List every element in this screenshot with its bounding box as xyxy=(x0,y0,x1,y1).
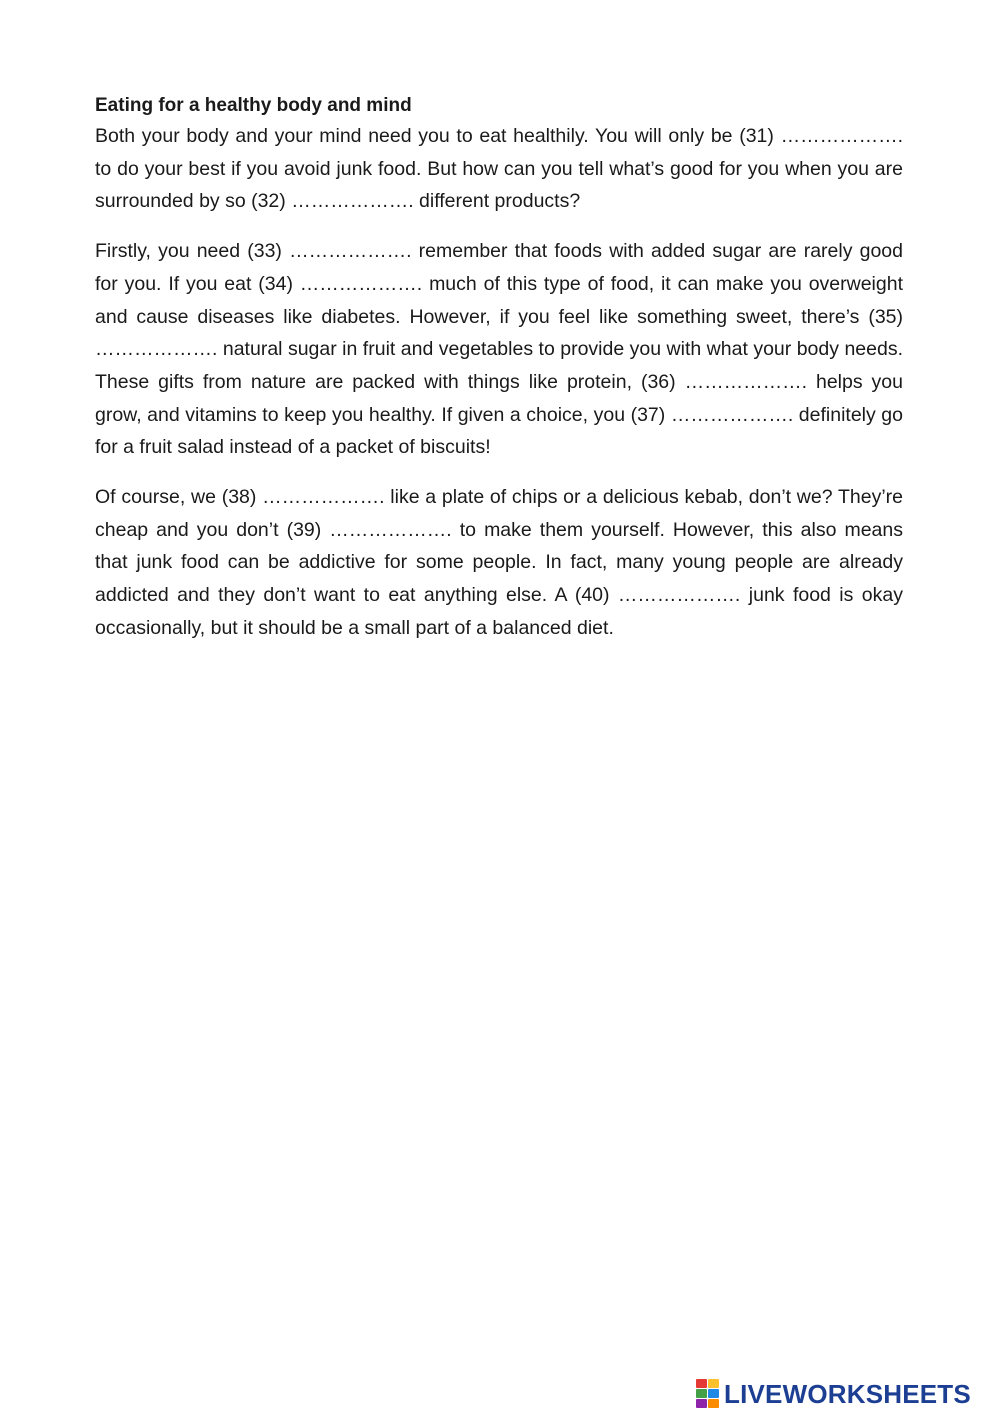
logo-wordmark: LIVEWORKSHEETS xyxy=(724,1379,971,1409)
paragraph-2: Firstly, you need (33) ………………. remember that foods with added sugar are rarely good for you. If you eat (34) ………………. much of this type of food, it can make you overweight and cause diseases like diabetes. However, if you feel like something sweet, there’s (35) ………………. natural sugar in fruit and vegetables to provide you with what your body needs. These gifts from nature are packed with things like protein, (36) ………………. helps you grow, and vitamins to keep you healthy. If given a choice, you (37) ………………. definitely go for a fruit salad instead of a packet of biscuits! xyxy=(95,240,903,459)
liveworksheets-logo xyxy=(696,1377,971,1411)
article xyxy=(95,92,903,645)
logo-block xyxy=(708,1399,719,1408)
paragraph-1: Both your body and your mind need you to eat healthily. You will only be (31) ………………. to do your best if you avoid junk food. But how can you tell what’s good for you when you are surrounded by so (32) ………………. different products? xyxy=(95,125,903,213)
logo-block xyxy=(708,1389,719,1398)
logo-block xyxy=(708,1379,719,1388)
logo-block xyxy=(696,1389,707,1398)
logo-block xyxy=(696,1379,707,1388)
logo-block xyxy=(696,1399,707,1408)
liveworksheets-logo-icon xyxy=(696,1379,720,1409)
paragraph-3: Of course, we (38) ………………. like a plate of chips or a delicious kebab, don’t we? They’re cheap and you don’t (39) ………………. to make them yourself. However, this also means that junk food can be addictive for some people. In fact, many young people are already addicted and they don’t want to eat anything else. A (40) ………………. junk food is okay occasionally, but it should be a small part of a balanced diet. xyxy=(95,486,903,639)
article-title: Eating for a healthy body and mind xyxy=(95,95,412,116)
